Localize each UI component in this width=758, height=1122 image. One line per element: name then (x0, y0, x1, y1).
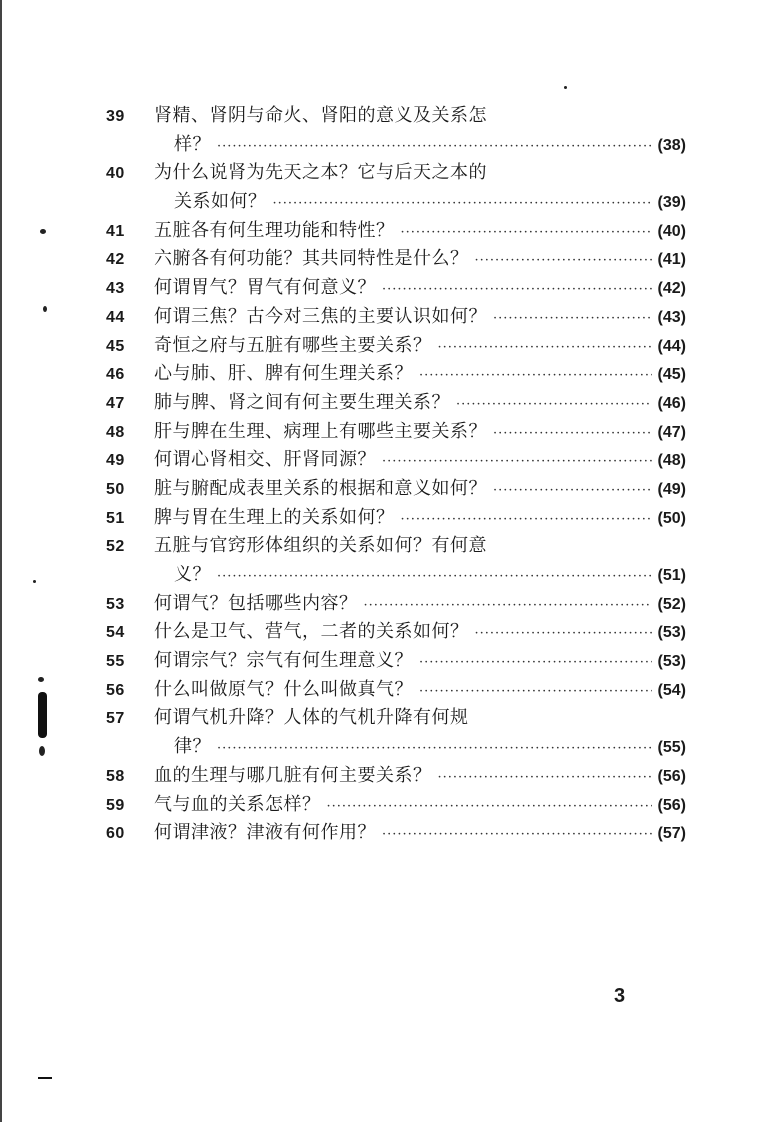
toc-entry (106, 102, 686, 159)
leader-dots (327, 793, 652, 822)
toc-line (106, 446, 686, 475)
entry-title: 何谓三焦？古今对三焦的主要认识如何？ (154, 305, 487, 327)
toc-line (106, 762, 686, 791)
toc-line (106, 704, 686, 733)
leader-dots (382, 276, 652, 305)
entry-number: 43 (106, 280, 125, 298)
entry-page-ref: (53) (657, 624, 686, 642)
toc-line (106, 245, 686, 274)
entry-title: 何谓胃气？胃气有何意义？ (154, 277, 376, 299)
toc-entry (106, 819, 686, 848)
entry-title: 律？ (174, 736, 211, 758)
entry-page-ref: (56) (657, 767, 686, 785)
entry-number: 39 (106, 108, 125, 125)
entry-title: 肾精、肾阴与命火、肾阳的意义及关系怎 (154, 105, 487, 126)
scan-speck (33, 580, 36, 583)
entry-number: 50 (106, 480, 125, 498)
scan-dash (38, 1077, 52, 1079)
entry-number: 55 (106, 653, 125, 671)
toc-line (106, 733, 686, 762)
leader-dots (419, 362, 652, 391)
toc-entry (106, 245, 686, 274)
toc-entry (106, 590, 686, 619)
toc-entry (106, 704, 686, 761)
toc-entry (106, 360, 686, 389)
leader-dots (217, 563, 652, 592)
entry-title: 肺与脾、肾之间有何主要生理关系？ (154, 391, 450, 413)
leader-dots (217, 133, 652, 162)
page-number: 3 (614, 985, 626, 1007)
leader-dots (419, 649, 652, 678)
entry-page-ref: (49) (657, 480, 686, 498)
entry-number: 57 (106, 710, 125, 728)
toc-line (106, 389, 686, 418)
toc-entry (106, 418, 686, 447)
leader-dots (382, 821, 652, 850)
entry-page-ref: (56) (657, 796, 686, 814)
entry-page-ref: (53) (657, 653, 686, 671)
entry-number: 46 (106, 366, 125, 384)
entry-number: 48 (106, 423, 125, 441)
entry-number: 49 (106, 452, 125, 470)
entry-page-ref: (50) (657, 509, 686, 527)
page-edge-rule (0, 0, 2, 1122)
leader-dots (493, 305, 652, 334)
entry-title: 何谓宗气？宗气有何生理意义？ (154, 650, 413, 672)
toc-entry (106, 475, 686, 504)
entry-page-ref: (44) (657, 337, 686, 355)
leader-dots (493, 420, 652, 449)
toc-line (106, 561, 686, 590)
leader-dots (475, 620, 652, 649)
toc-entry (106, 532, 686, 589)
entry-number: 60 (106, 825, 125, 843)
entry-number: 41 (106, 222, 125, 240)
toc-line (106, 819, 686, 848)
scan-speck (39, 746, 45, 756)
toc-line (106, 791, 686, 820)
entry-page-ref: (43) (657, 308, 686, 326)
entry-page-ref: (57) (657, 825, 686, 843)
entry-page-ref: (45) (657, 366, 686, 384)
toc-line (106, 647, 686, 676)
entry-title: 五脏与官窍形体组织的关系如何？有何意 (154, 535, 487, 557)
entry-title: 五脏各有何生理功能和特性？ (154, 219, 395, 241)
toc-line (106, 303, 686, 332)
toc-line (106, 590, 686, 619)
entry-number: 42 (106, 251, 125, 269)
leader-dots (493, 477, 652, 506)
entry-number: 44 (106, 308, 125, 326)
entry-number: 58 (106, 767, 125, 785)
leader-dots (438, 764, 652, 793)
toc-line (106, 360, 686, 389)
toc-line (106, 102, 686, 131)
leader-dots (438, 334, 652, 363)
entry-number: 47 (106, 394, 125, 412)
toc-entry (106, 332, 686, 361)
entry-number: 54 (106, 624, 125, 642)
entry-number: 52 (106, 538, 125, 556)
entry-number: 40 (106, 165, 125, 183)
toc-entry (106, 618, 686, 647)
toc-entry (106, 274, 686, 303)
scan-speck (38, 677, 44, 682)
entry-title: 关系如何？ (174, 191, 267, 213)
entry-page-ref: (46) (657, 394, 686, 412)
entry-page-ref: (52) (657, 595, 686, 613)
toc-entry (106, 303, 686, 332)
leader-dots (456, 391, 652, 420)
toc-entry (106, 217, 686, 246)
entry-page-ref: (55) (657, 739, 686, 757)
entry-page-ref: (41) (657, 251, 686, 269)
toc-entry (106, 647, 686, 676)
entry-number: 56 (106, 681, 125, 699)
toc-line (106, 159, 686, 188)
entry-page-ref: (38) (657, 136, 686, 154)
toc-line (106, 188, 686, 217)
entry-number: 45 (106, 337, 125, 355)
toc-entry (106, 159, 686, 216)
toc-entry (106, 504, 686, 533)
entry-title: 义？ (174, 564, 211, 585)
entry-number: 59 (106, 796, 125, 814)
scan-smudge (38, 692, 47, 738)
toc-line (106, 475, 686, 504)
toc-line (106, 676, 686, 705)
entry-page-ref: (51) (657, 567, 686, 584)
entry-title: 什么叫做原气？什么叫做真气？ (154, 678, 413, 700)
entry-title: 何谓心肾相交、肝肾同源？ (154, 449, 376, 471)
toc-entry (106, 791, 686, 820)
toc-line (106, 131, 686, 160)
scan-speck (564, 86, 567, 89)
leader-dots (401, 219, 652, 248)
entry-title: 什么是卫气、营气，二者的关系如何？ (154, 621, 469, 643)
entry-page-ref: (42) (657, 280, 686, 298)
toc-entry (106, 676, 686, 705)
entry-title: 肝与脾在生理、病理上有哪些主要关系？ (154, 420, 487, 442)
entry-title: 心与肺、肝、脾有何生理关系？ (154, 363, 413, 385)
entry-page-ref: (54) (657, 681, 686, 699)
entry-page-ref: (47) (657, 423, 686, 441)
entry-title: 何谓气机升降？人体的气机升降有何规 (154, 707, 469, 729)
entry-page-ref: (48) (657, 452, 686, 470)
entry-number: 53 (106, 595, 125, 613)
toc-line (106, 504, 686, 533)
entry-title: 为什么说肾为先天之本？它与后天之本的 (154, 162, 487, 184)
entry-title: 脾与胃在生理上的关系如何？ (154, 506, 395, 528)
leader-dots (364, 592, 652, 621)
leader-dots (401, 506, 652, 535)
entry-number: 51 (106, 509, 125, 527)
leader-dots (273, 190, 652, 219)
scan-speck (43, 306, 47, 312)
entry-title: 样？ (174, 133, 211, 155)
toc-entry (106, 762, 686, 791)
entry-title: 脏与腑配成表里关系的根据和意义如何？ (154, 477, 487, 499)
leader-dots (475, 247, 652, 276)
entry-title: 何谓津液？津液有何作用？ (154, 822, 376, 844)
entry-page-ref: (40) (657, 222, 686, 240)
toc-line (106, 332, 686, 361)
entry-title: 气与血的关系怎样？ (154, 793, 321, 815)
leader-dots (382, 448, 652, 477)
entry-title: 血的生理与哪几脏有何主要关系？ (154, 764, 432, 786)
toc-line (106, 217, 686, 246)
toc-line (106, 618, 686, 647)
leader-dots (419, 678, 652, 707)
entry-title: 何谓气？包括哪些内容？ (154, 592, 358, 614)
entry-title: 六腑各有何功能？其共同特性是什么？ (154, 248, 469, 270)
table-of-contents (106, 102, 686, 848)
entry-title: 奇恒之府与五脏有哪些主要关系？ (154, 334, 432, 356)
toc-entry (106, 389, 686, 418)
leader-dots (217, 735, 652, 764)
scan-speck (40, 229, 46, 234)
entry-page-ref: (39) (657, 194, 686, 212)
toc-line (106, 274, 686, 303)
toc-line (106, 532, 686, 561)
toc-line (106, 418, 686, 447)
toc-entry (106, 446, 686, 475)
